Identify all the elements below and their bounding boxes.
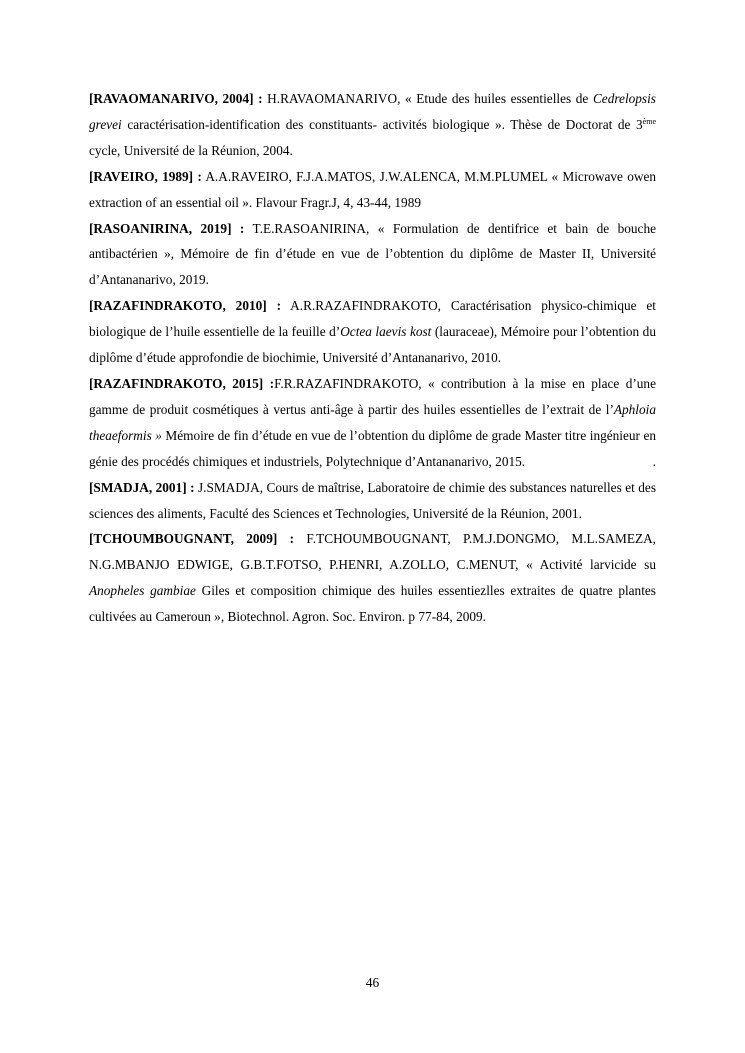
- reference-key: [RAVAOMANARIVO, 2004] :: [89, 91, 263, 106]
- species-name: Cedrelopsis grevei: [89, 91, 656, 132]
- species-name: Octea laevis kost: [340, 324, 432, 340]
- reference-text: (lauraceae), Mémoire pour l’obtention du diplôme d’étude approfondie de biochimie, Université d’Antananarivo, 2010.: [89, 324, 656, 366]
- reference-razafindrakoto-2015: [89, 371, 656, 475]
- reference-text: A.A.RAVEIRO, F.J.A.MATOS, J.W.ALENCA, M.M.PLUMEL « Microwave owen extraction of an essential oil ». Flavour Fragr.J, 4, 43-44, 1989: [89, 168, 657, 210]
- superscript: ème: [642, 116, 656, 126]
- reference-rasoanirina-2019: [89, 216, 656, 294]
- reference-razafindrakoto-2010: [89, 293, 656, 371]
- bibliography: [89, 86, 656, 630]
- reference-text: H.RAVAOMANARIVO, « Etude des huiles essentielles de: [262, 91, 593, 106]
- reference-text: F.TCHOUMBOUGNANT, P.M.J.DONGMO, M.L.SAMEZA, N.G.MBANJO EDWIGE, G.B.T.FOTSO, P.HENRI, A.ZOLLO, C.MENUT, « Activité larvicide su: [89, 531, 656, 573]
- reference-key: [RAVEIRO, 1989] :: [89, 168, 202, 184]
- reference-text: F.R.RAZAFINDRAKOTO, « contribution à la mise en place d’une gamme de produit cosmétiques à vertus anti-âge à partir des huiles essentielles de l’extrait de l’: [89, 375, 656, 417]
- reference-text: A.R.RAZAFINDRAKOTO, Caractérisation physico-chimique et biologique de l’huile essentielle de la feuille d’: [89, 298, 656, 340]
- reference-smadja-2001: [89, 475, 656, 527]
- reference-key: [RAZAFINDRAKOTO, 2015] :: [89, 375, 275, 391]
- reference-text: J.SMADJA, Cours de maîtrise, Laboratoire de chimie des substances naturelles et des sciences des aliments, Faculté des Sciences et Technologies, Université de la Réunion, 2001.: [89, 479, 656, 521]
- reference-key: [RAZAFINDRAKOTO, 2010] :: [89, 298, 282, 314]
- species-name: Aphloia theaeformis »: [89, 401, 656, 443]
- reference-key: [RASOANIRINA, 2019] :: [89, 220, 245, 236]
- reference-text: cycle, Université de la Réunion, 2004.: [89, 142, 293, 158]
- reference-text: caractérisation-identification des constituants- activités biologique ». Thèse de Doctorat de 3: [121, 116, 643, 132]
- reference-key: [SMADJA, 2001] :: [89, 479, 195, 495]
- reference-tchoumbougnant-2009: [89, 526, 656, 630]
- reference-text: Giles et composition chimique des huiles essentiezlles extraites de quatre plantes cultivées au Cameroun », Biotechnol. Agron. Soc. Environ. p 77-84, 2009.: [89, 583, 656, 625]
- reference-ravaomanarivo-2004: [89, 86, 656, 164]
- reference-key: [TCHOUMBOUGNANT, 2009] :: [89, 531, 295, 547]
- species-name: Anopheles gambiae: [89, 583, 196, 599]
- page-number: 46: [365, 975, 380, 990]
- reference-raveiro-1989: [89, 164, 656, 216]
- trailing-mark: .: [652, 453, 656, 469]
- reference-text: Mémoire de fin d’étude en vue de l’obtention du diplôme de grade Master titre ingénieur en génie des procédés chimiques et industriels, Polytechnique d’Antananarivo, 2015.: [89, 427, 656, 469]
- reference-text: T.E.RASOANIRINA, « Formulation de dentifrice et bain de bouche antibactérien », Mémoire de fin d’étude en vue de l’obtention du diplôme de Master II, Université d’Antananarivo, 2019.: [89, 220, 656, 288]
